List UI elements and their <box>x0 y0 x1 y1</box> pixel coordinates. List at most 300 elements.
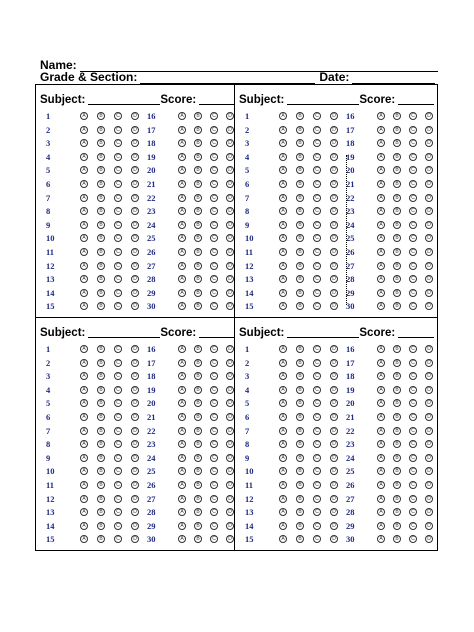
answer-bubble[interactable]: B <box>194 413 202 421</box>
answer-bubble[interactable]: D <box>226 535 234 543</box>
answer-bubble[interactable]: D <box>226 262 234 270</box>
answer-bubble[interactable]: B <box>393 275 401 283</box>
answer-bubble[interactable]: B <box>393 126 401 134</box>
answer-bubble[interactable]: A <box>377 467 385 475</box>
answer-bubble[interactable]: C <box>210 399 218 407</box>
answer-bubble[interactable]: D <box>226 413 234 421</box>
answer-bubble[interactable]: D <box>131 275 139 283</box>
answer-bubble[interactable]: D <box>131 139 139 147</box>
answer-bubble[interactable]: D <box>226 359 234 367</box>
answer-bubble[interactable]: B <box>97 221 105 229</box>
answer-bubble[interactable]: C <box>114 508 122 516</box>
answer-bubble[interactable]: A <box>80 126 88 134</box>
answer-bubble[interactable]: A <box>279 454 287 462</box>
answer-bubble[interactable]: A <box>279 359 287 367</box>
answer-bubble[interactable]: C <box>210 440 218 448</box>
answer-bubble[interactable]: A <box>178 234 186 242</box>
answer-bubble[interactable]: D <box>226 275 234 283</box>
answer-bubble[interactable]: A <box>178 248 186 256</box>
answer-bubble[interactable]: C <box>313 153 321 161</box>
answer-bubble[interactable]: D <box>330 153 338 161</box>
answer-bubble[interactable]: A <box>279 535 287 543</box>
answer-bubble[interactable]: A <box>178 440 186 448</box>
answer-bubble[interactable]: A <box>279 399 287 407</box>
answer-bubble[interactable]: A <box>178 454 186 462</box>
answer-bubble[interactable]: A <box>178 112 186 120</box>
answer-bubble[interactable]: D <box>131 508 139 516</box>
answer-bubble[interactable]: A <box>80 112 88 120</box>
answer-bubble[interactable]: B <box>393 166 401 174</box>
answer-bubble[interactable]: C <box>210 508 218 516</box>
answer-bubble[interactable]: B <box>296 440 304 448</box>
answer-bubble[interactable]: C <box>210 207 218 215</box>
answer-bubble[interactable]: A <box>377 508 385 516</box>
answer-bubble[interactable]: B <box>393 495 401 503</box>
answer-bubble[interactable]: A <box>377 275 385 283</box>
answer-bubble[interactable]: B <box>296 112 304 120</box>
answer-bubble[interactable]: C <box>409 481 417 489</box>
answer-bubble[interactable]: B <box>194 153 202 161</box>
answer-bubble[interactable]: B <box>194 508 202 516</box>
answer-bubble[interactable]: B <box>97 207 105 215</box>
answer-bubble[interactable]: C <box>114 262 122 270</box>
answer-bubble[interactable]: D <box>425 413 433 421</box>
answer-bubble[interactable]: A <box>279 153 287 161</box>
answer-bubble[interactable]: B <box>97 372 105 380</box>
score-blank[interactable] <box>199 327 235 338</box>
answer-bubble[interactable]: B <box>194 372 202 380</box>
answer-bubble[interactable]: C <box>114 386 122 394</box>
answer-bubble[interactable]: C <box>313 413 321 421</box>
answer-bubble[interactable]: B <box>97 262 105 270</box>
answer-bubble[interactable]: D <box>131 207 139 215</box>
answer-bubble[interactable]: B <box>194 262 202 270</box>
answer-bubble[interactable]: C <box>114 275 122 283</box>
answer-bubble[interactable]: B <box>296 139 304 147</box>
answer-bubble[interactable]: B <box>194 207 202 215</box>
answer-bubble[interactable]: C <box>210 345 218 353</box>
answer-bubble[interactable]: B <box>97 386 105 394</box>
answer-bubble[interactable]: D <box>330 194 338 202</box>
answer-bubble[interactable]: D <box>330 399 338 407</box>
answer-bubble[interactable]: C <box>409 359 417 367</box>
answer-bubble[interactable]: A <box>377 221 385 229</box>
answer-bubble[interactable]: B <box>393 248 401 256</box>
answer-bubble[interactable]: D <box>425 508 433 516</box>
answer-bubble[interactable]: A <box>178 289 186 297</box>
answer-bubble[interactable]: B <box>393 481 401 489</box>
answer-bubble[interactable]: A <box>80 413 88 421</box>
answer-bubble[interactable]: A <box>279 427 287 435</box>
answer-bubble[interactable]: B <box>296 413 304 421</box>
answer-bubble[interactable]: B <box>194 427 202 435</box>
answer-bubble[interactable]: B <box>296 399 304 407</box>
answer-bubble[interactable]: B <box>296 153 304 161</box>
answer-bubble[interactable]: D <box>131 302 139 310</box>
answer-bubble[interactable]: A <box>377 234 385 242</box>
answer-bubble[interactable]: D <box>330 359 338 367</box>
answer-bubble[interactable]: C <box>409 413 417 421</box>
answer-bubble[interactable]: C <box>210 234 218 242</box>
answer-bubble[interactable]: D <box>226 289 234 297</box>
answer-bubble[interactable]: C <box>313 372 321 380</box>
answer-bubble[interactable]: D <box>425 153 433 161</box>
answer-bubble[interactable]: C <box>313 399 321 407</box>
answer-bubble[interactable]: C <box>114 399 122 407</box>
answer-bubble[interactable]: C <box>313 289 321 297</box>
answer-bubble[interactable]: C <box>313 234 321 242</box>
answer-bubble[interactable]: D <box>425 221 433 229</box>
answer-bubble[interactable]: B <box>296 454 304 462</box>
answer-bubble[interactable]: C <box>313 481 321 489</box>
answer-bubble[interactable]: D <box>131 359 139 367</box>
answer-bubble[interactable]: B <box>194 126 202 134</box>
answer-bubble[interactable]: C <box>313 166 321 174</box>
subject-blank[interactable] <box>88 94 160 105</box>
answer-bubble[interactable]: C <box>210 221 218 229</box>
answer-bubble[interactable]: A <box>178 495 186 503</box>
answer-bubble[interactable]: D <box>330 345 338 353</box>
answer-bubble[interactable]: A <box>279 207 287 215</box>
answer-bubble[interactable]: D <box>226 522 234 530</box>
answer-bubble[interactable]: B <box>296 289 304 297</box>
answer-bubble[interactable]: C <box>409 302 417 310</box>
answer-bubble[interactable]: A <box>178 345 186 353</box>
answer-bubble[interactable]: B <box>393 522 401 530</box>
answer-bubble[interactable]: B <box>97 289 105 297</box>
answer-bubble[interactable]: C <box>409 372 417 380</box>
answer-bubble[interactable]: B <box>393 262 401 270</box>
answer-bubble[interactable]: D <box>330 481 338 489</box>
answer-bubble[interactable]: D <box>330 139 338 147</box>
answer-bubble[interactable]: C <box>210 467 218 475</box>
answer-bubble[interactable]: A <box>279 345 287 353</box>
answer-bubble[interactable]: C <box>409 454 417 462</box>
answer-bubble[interactable]: B <box>296 359 304 367</box>
answer-bubble[interactable]: C <box>114 345 122 353</box>
answer-bubble[interactable]: B <box>97 495 105 503</box>
answer-bubble[interactable]: C <box>210 112 218 120</box>
answer-bubble[interactable]: B <box>194 495 202 503</box>
answer-bubble[interactable]: A <box>80 289 88 297</box>
answer-bubble[interactable]: B <box>296 207 304 215</box>
answer-bubble[interactable]: C <box>114 126 122 134</box>
answer-bubble[interactable]: D <box>330 427 338 435</box>
answer-bubble[interactable]: C <box>409 153 417 161</box>
answer-bubble[interactable]: D <box>330 386 338 394</box>
answer-bubble[interactable]: B <box>97 166 105 174</box>
answer-bubble[interactable]: C <box>210 386 218 394</box>
answer-bubble[interactable]: D <box>425 207 433 215</box>
answer-bubble[interactable]: C <box>210 372 218 380</box>
answer-bubble[interactable]: C <box>210 495 218 503</box>
answer-bubble[interactable]: C <box>313 508 321 516</box>
answer-bubble[interactable]: B <box>194 467 202 475</box>
answer-bubble[interactable]: B <box>296 522 304 530</box>
answer-bubble[interactable]: C <box>114 289 122 297</box>
answer-bubble[interactable]: C <box>409 508 417 516</box>
answer-bubble[interactable]: D <box>131 535 139 543</box>
answer-bubble[interactable]: D <box>330 126 338 134</box>
answer-bubble[interactable]: D <box>330 289 338 297</box>
answer-bubble[interactable]: B <box>194 180 202 188</box>
answer-bubble[interactable]: D <box>330 180 338 188</box>
answer-bubble[interactable]: D <box>425 440 433 448</box>
answer-bubble[interactable]: A <box>178 535 186 543</box>
answer-bubble[interactable]: D <box>330 522 338 530</box>
answer-bubble[interactable]: D <box>425 234 433 242</box>
answer-bubble[interactable]: C <box>313 248 321 256</box>
answer-bubble[interactable]: B <box>194 454 202 462</box>
answer-bubble[interactable]: B <box>194 522 202 530</box>
answer-bubble[interactable]: D <box>425 112 433 120</box>
answer-bubble[interactable]: D <box>425 359 433 367</box>
answer-bubble[interactable]: C <box>210 275 218 283</box>
answer-bubble[interactable]: C <box>210 427 218 435</box>
answer-bubble[interactable]: D <box>330 467 338 475</box>
answer-bubble[interactable]: B <box>194 166 202 174</box>
answer-bubble[interactable]: A <box>178 508 186 516</box>
answer-bubble[interactable]: A <box>279 166 287 174</box>
answer-bubble[interactable]: D <box>330 302 338 310</box>
answer-bubble[interactable]: A <box>377 153 385 161</box>
answer-bubble[interactable]: B <box>393 386 401 394</box>
answer-bubble[interactable]: D <box>226 467 234 475</box>
answer-bubble[interactable]: D <box>131 372 139 380</box>
answer-bubble[interactable]: C <box>210 153 218 161</box>
answer-bubble[interactable]: A <box>377 372 385 380</box>
answer-bubble[interactable]: C <box>409 180 417 188</box>
answer-bubble[interactable]: C <box>409 262 417 270</box>
answer-bubble[interactable]: B <box>194 234 202 242</box>
answer-bubble[interactable]: B <box>194 112 202 120</box>
answer-bubble[interactable]: B <box>194 289 202 297</box>
answer-bubble[interactable]: B <box>393 207 401 215</box>
answer-bubble[interactable]: A <box>80 275 88 283</box>
answer-bubble[interactable]: B <box>393 454 401 462</box>
answer-bubble[interactable]: D <box>226 180 234 188</box>
answer-bubble[interactable]: A <box>377 194 385 202</box>
answer-bubble[interactable]: D <box>131 289 139 297</box>
answer-bubble[interactable]: C <box>114 166 122 174</box>
answer-bubble[interactable]: D <box>131 413 139 421</box>
answer-bubble[interactable]: A <box>377 112 385 120</box>
answer-bubble[interactable]: A <box>279 386 287 394</box>
answer-bubble[interactable]: B <box>194 535 202 543</box>
answer-bubble[interactable]: C <box>409 234 417 242</box>
answer-bubble[interactable]: D <box>226 508 234 516</box>
answer-bubble[interactable]: C <box>313 467 321 475</box>
answer-bubble[interactable]: D <box>226 440 234 448</box>
answer-bubble[interactable]: A <box>178 359 186 367</box>
answer-bubble[interactable]: A <box>377 180 385 188</box>
answer-bubble[interactable]: C <box>114 221 122 229</box>
score-blank[interactable] <box>398 327 434 338</box>
answer-bubble[interactable]: D <box>226 399 234 407</box>
answer-bubble[interactable]: D <box>131 153 139 161</box>
answer-bubble[interactable]: D <box>226 345 234 353</box>
answer-bubble[interactable]: A <box>279 275 287 283</box>
answer-bubble[interactable]: D <box>425 194 433 202</box>
answer-bubble[interactable]: A <box>279 413 287 421</box>
answer-bubble[interactable]: D <box>425 386 433 394</box>
answer-bubble[interactable]: B <box>296 180 304 188</box>
answer-bubble[interactable]: D <box>330 535 338 543</box>
answer-bubble[interactable]: A <box>377 359 385 367</box>
answer-bubble[interactable]: B <box>194 221 202 229</box>
answer-bubble[interactable]: A <box>377 481 385 489</box>
answer-bubble[interactable]: A <box>178 194 186 202</box>
answer-bubble[interactable]: D <box>131 112 139 120</box>
subject-blank[interactable] <box>287 327 359 338</box>
answer-bubble[interactable]: A <box>178 180 186 188</box>
answer-bubble[interactable]: B <box>97 234 105 242</box>
answer-bubble[interactable]: C <box>114 467 122 475</box>
answer-bubble[interactable]: B <box>296 481 304 489</box>
score-blank[interactable] <box>199 94 235 105</box>
answer-bubble[interactable]: C <box>409 386 417 394</box>
answer-bubble[interactable]: D <box>425 275 433 283</box>
answer-bubble[interactable]: A <box>279 508 287 516</box>
answer-bubble[interactable]: B <box>97 440 105 448</box>
answer-bubble[interactable]: B <box>296 248 304 256</box>
answer-bubble[interactable]: C <box>409 194 417 202</box>
answer-bubble[interactable]: D <box>330 440 338 448</box>
answer-bubble[interactable]: C <box>114 207 122 215</box>
answer-bubble[interactable]: D <box>226 221 234 229</box>
answer-bubble[interactable]: B <box>97 535 105 543</box>
answer-bubble[interactable]: B <box>393 194 401 202</box>
answer-bubble[interactable]: C <box>409 275 417 283</box>
subject-blank[interactable] <box>287 94 359 105</box>
answer-bubble[interactable]: A <box>178 139 186 147</box>
answer-bubble[interactable]: D <box>131 427 139 435</box>
answer-bubble[interactable]: A <box>377 413 385 421</box>
answer-bubble[interactable]: B <box>393 289 401 297</box>
answer-bubble[interactable]: A <box>377 289 385 297</box>
answer-bubble[interactable]: A <box>80 399 88 407</box>
answer-bubble[interactable]: B <box>194 359 202 367</box>
answer-bubble[interactable]: A <box>279 289 287 297</box>
answer-bubble[interactable]: D <box>330 248 338 256</box>
answer-bubble[interactable]: D <box>330 234 338 242</box>
answer-bubble[interactable]: A <box>279 234 287 242</box>
answer-bubble[interactable]: A <box>178 262 186 270</box>
answer-bubble[interactable]: C <box>114 535 122 543</box>
answer-bubble[interactable]: D <box>226 454 234 462</box>
answer-bubble[interactable]: C <box>409 166 417 174</box>
answer-bubble[interactable]: A <box>377 427 385 435</box>
answer-bubble[interactable]: D <box>131 440 139 448</box>
answer-bubble[interactable]: D <box>425 166 433 174</box>
answer-bubble[interactable]: A <box>377 207 385 215</box>
answer-bubble[interactable]: D <box>131 481 139 489</box>
answer-bubble[interactable]: C <box>409 139 417 147</box>
answer-bubble[interactable]: D <box>425 289 433 297</box>
answer-bubble[interactable]: C <box>313 495 321 503</box>
answer-bubble[interactable]: A <box>80 481 88 489</box>
answer-bubble[interactable]: A <box>377 440 385 448</box>
answer-bubble[interactable]: D <box>425 126 433 134</box>
answer-bubble[interactable]: B <box>393 180 401 188</box>
answer-bubble[interactable]: A <box>80 302 88 310</box>
answer-bubble[interactable]: C <box>313 139 321 147</box>
answer-bubble[interactable]: C <box>313 126 321 134</box>
answer-bubble[interactable]: B <box>97 180 105 188</box>
answer-bubble[interactable]: C <box>114 248 122 256</box>
answer-bubble[interactable]: A <box>279 440 287 448</box>
answer-bubble[interactable]: D <box>425 248 433 256</box>
answer-bubble[interactable]: B <box>97 508 105 516</box>
answer-bubble[interactable]: B <box>97 302 105 310</box>
answer-bubble[interactable]: A <box>80 454 88 462</box>
answer-bubble[interactable]: A <box>178 467 186 475</box>
answer-bubble[interactable]: C <box>210 289 218 297</box>
answer-bubble[interactable]: C <box>409 126 417 134</box>
answer-bubble[interactable]: D <box>425 427 433 435</box>
answer-bubble[interactable]: D <box>330 413 338 421</box>
answer-bubble[interactable]: B <box>194 440 202 448</box>
answer-bubble[interactable]: B <box>296 495 304 503</box>
answer-bubble[interactable]: D <box>131 248 139 256</box>
answer-bubble[interactable]: C <box>313 386 321 394</box>
answer-bubble[interactable]: A <box>279 221 287 229</box>
answer-bubble[interactable]: D <box>425 495 433 503</box>
answer-bubble[interactable]: B <box>97 522 105 530</box>
answer-bubble[interactable]: C <box>313 535 321 543</box>
answer-bubble[interactable]: B <box>393 413 401 421</box>
answer-bubble[interactable]: A <box>377 454 385 462</box>
answer-bubble[interactable]: B <box>97 126 105 134</box>
answer-bubble[interactable]: D <box>131 522 139 530</box>
answer-bubble[interactable]: A <box>279 522 287 530</box>
answer-bubble[interactable]: A <box>178 413 186 421</box>
answer-bubble[interactable]: B <box>194 481 202 489</box>
answer-bubble[interactable]: C <box>210 535 218 543</box>
answer-bubble[interactable]: A <box>178 153 186 161</box>
answer-bubble[interactable]: C <box>409 399 417 407</box>
answer-bubble[interactable]: C <box>409 207 417 215</box>
answer-bubble[interactable]: C <box>409 440 417 448</box>
answer-bubble[interactable]: D <box>425 345 433 353</box>
answer-bubble[interactable]: D <box>330 262 338 270</box>
answer-bubble[interactable]: C <box>114 495 122 503</box>
answer-bubble[interactable]: D <box>425 535 433 543</box>
answer-bubble[interactable]: C <box>210 126 218 134</box>
answer-bubble[interactable]: A <box>80 467 88 475</box>
answer-bubble[interactable]: D <box>330 454 338 462</box>
answer-bubble[interactable]: A <box>279 139 287 147</box>
answer-bubble[interactable]: B <box>97 112 105 120</box>
answer-bubble[interactable]: A <box>80 495 88 503</box>
answer-bubble[interactable]: B <box>393 234 401 242</box>
answer-bubble[interactable]: B <box>194 139 202 147</box>
answer-bubble[interactable]: D <box>226 372 234 380</box>
answer-bubble[interactable]: C <box>409 495 417 503</box>
answer-bubble[interactable]: B <box>194 194 202 202</box>
answer-bubble[interactable]: D <box>425 522 433 530</box>
answer-bubble[interactable]: A <box>178 302 186 310</box>
answer-bubble[interactable]: A <box>80 221 88 229</box>
answer-bubble[interactable]: D <box>425 302 433 310</box>
answer-bubble[interactable]: D <box>226 234 234 242</box>
answer-bubble[interactable]: C <box>313 112 321 120</box>
answer-bubble[interactable]: B <box>393 153 401 161</box>
answer-bubble[interactable]: A <box>178 207 186 215</box>
answer-bubble[interactable]: B <box>194 386 202 394</box>
answer-bubble[interactable]: A <box>178 522 186 530</box>
answer-bubble[interactable]: D <box>425 481 433 489</box>
